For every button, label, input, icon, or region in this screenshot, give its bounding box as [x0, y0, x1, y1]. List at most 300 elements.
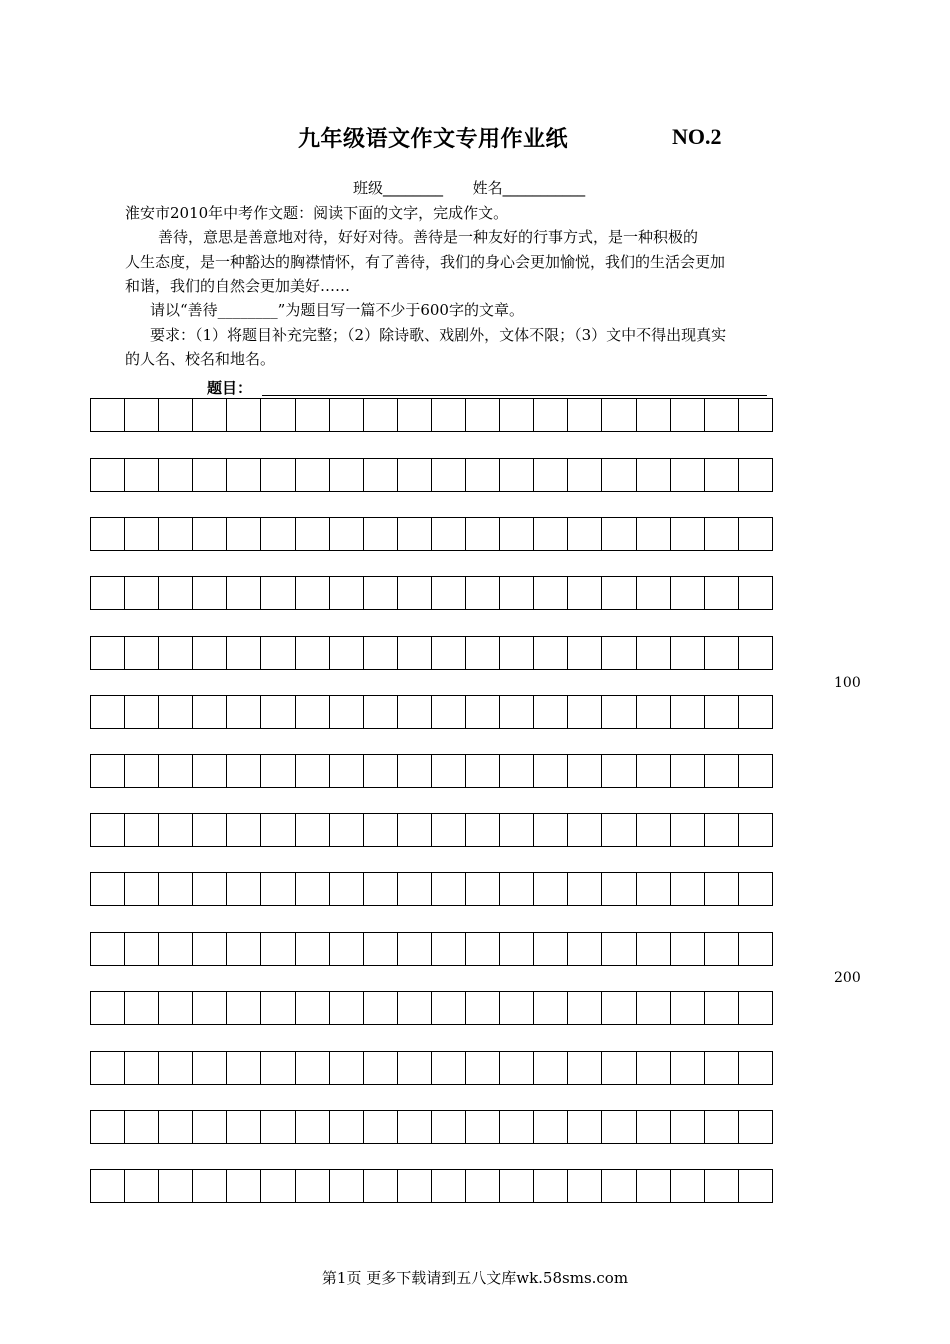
grid-cell[interactable]: [533, 1110, 568, 1144]
grid-cell[interactable]: [124, 932, 159, 966]
grid-cell[interactable]: [533, 932, 568, 966]
grid-cell[interactable]: [636, 517, 671, 551]
grid-cell[interactable]: [397, 695, 432, 729]
grid-cell[interactable]: [670, 1169, 705, 1203]
grid-cell[interactable]: [636, 872, 671, 906]
grid-cell[interactable]: [738, 636, 773, 670]
grid-cell[interactable]: [226, 1051, 261, 1085]
grid-cell[interactable]: [363, 636, 398, 670]
grid-cell[interactable]: [636, 576, 671, 610]
grid-cell[interactable]: [295, 458, 330, 492]
grid-cell[interactable]: [704, 872, 739, 906]
grid-cell[interactable]: [601, 872, 636, 906]
grid-cell[interactable]: [670, 813, 705, 847]
grid-cell[interactable]: [431, 754, 466, 788]
grid-cell[interactable]: [192, 1051, 227, 1085]
grid-cell[interactable]: [567, 872, 602, 906]
grid-cell[interactable]: [124, 517, 159, 551]
grid-cell[interactable]: [124, 872, 159, 906]
grid-cell[interactable]: [431, 695, 466, 729]
grid-cell[interactable]: [192, 636, 227, 670]
grid-cell[interactable]: [397, 1169, 432, 1203]
grid-cell[interactable]: [499, 517, 534, 551]
grid-cell[interactable]: [226, 872, 261, 906]
grid-cell[interactable]: [465, 695, 500, 729]
grid-cell[interactable]: [465, 1110, 500, 1144]
prompt-line-5: 请以“善待________”为题目写一篇不少于600字的文章。: [150, 301, 524, 319]
grid-cell[interactable]: [704, 398, 739, 432]
prompt-line-2: 善待，意思是善意地对待，好好对待。善待是一种友好的行事方式，是一种积极的: [158, 228, 699, 246]
grid-cell[interactable]: [533, 1051, 568, 1085]
grid-cell[interactable]: [465, 517, 500, 551]
grid-cell[interactable]: [90, 872, 125, 906]
grid-cell[interactable]: [636, 458, 671, 492]
grid-cell[interactable]: [295, 576, 330, 610]
grid-cell[interactable]: [124, 1110, 159, 1144]
grid-cell[interactable]: [90, 1169, 125, 1203]
grid-cell[interactable]: [738, 991, 773, 1025]
grid-cell[interactable]: [124, 1169, 159, 1203]
grid-cell[interactable]: [636, 695, 671, 729]
grid-cell[interactable]: [192, 576, 227, 610]
grid-cell[interactable]: [738, 517, 773, 551]
grid-cell[interactable]: [670, 576, 705, 610]
grid-cell[interactable]: [260, 695, 295, 729]
grid-cell[interactable]: [192, 1110, 227, 1144]
grid-cell[interactable]: [704, 517, 739, 551]
grid-cell[interactable]: [431, 813, 466, 847]
grid-cell[interactable]: [465, 1169, 500, 1203]
grid-cell[interactable]: [533, 636, 568, 670]
grid-cell[interactable]: [124, 398, 159, 432]
grid-cell[interactable]: [192, 991, 227, 1025]
grid-cell[interactable]: [738, 1110, 773, 1144]
grid-cell[interactable]: [601, 991, 636, 1025]
grid-cell[interactable]: [158, 754, 193, 788]
grid-cell[interactable]: [704, 1051, 739, 1085]
grid-cell[interactable]: [158, 636, 193, 670]
grid-cell[interactable]: [465, 398, 500, 432]
grid-cell[interactable]: [738, 1051, 773, 1085]
grid-cell[interactable]: [465, 1051, 500, 1085]
grid-cell[interactable]: [158, 398, 193, 432]
grid-cell[interactable]: [90, 932, 125, 966]
grid-cell[interactable]: [363, 1051, 398, 1085]
grid-cell[interactable]: [397, 576, 432, 610]
grid-cell[interactable]: [397, 636, 432, 670]
grid-cell[interactable]: [601, 1110, 636, 1144]
grid-cell[interactable]: [329, 398, 364, 432]
grid-cell[interactable]: [397, 754, 432, 788]
grid-cell[interactable]: [295, 398, 330, 432]
grid-cell[interactable]: [533, 1169, 568, 1203]
grid-cell[interactable]: [567, 754, 602, 788]
grid-cell[interactable]: [329, 932, 364, 966]
grid-cell[interactable]: [363, 695, 398, 729]
grid-cell[interactable]: [90, 695, 125, 729]
grid-cell[interactable]: [363, 458, 398, 492]
grid-cell[interactable]: [499, 695, 534, 729]
grid-cell[interactable]: [329, 872, 364, 906]
grid-cell[interactable]: [295, 1169, 330, 1203]
grid-cell[interactable]: [533, 991, 568, 1025]
grid-cell[interactable]: [329, 754, 364, 788]
grid-cell[interactable]: [670, 754, 705, 788]
grid-cell[interactable]: [329, 813, 364, 847]
grid-cell[interactable]: [704, 932, 739, 966]
page-footer: 第1页 更多下载请到五八文库wk.58sms.com: [321, 1269, 629, 1287]
grid-cell[interactable]: [260, 932, 295, 966]
grid-cell[interactable]: [192, 754, 227, 788]
grid-cell[interactable]: [636, 813, 671, 847]
grid-row: [90, 458, 792, 492]
prompt-line-6: 要求：（1）将题目补充完整；（2）除诗歌、戏剧外，文体不限；（3）文中不得出现真实: [150, 326, 727, 344]
grid-cell[interactable]: [260, 991, 295, 1025]
grid-cell[interactable]: [226, 1169, 261, 1203]
grid-cell[interactable]: [465, 636, 500, 670]
grid-cell[interactable]: [90, 813, 125, 847]
grid-row: [90, 398, 792, 432]
grid-cell[interactable]: [295, 695, 330, 729]
grid-cell[interactable]: [465, 576, 500, 610]
grid-cell[interactable]: [738, 872, 773, 906]
grid-cell[interactable]: [636, 1051, 671, 1085]
grid-cell[interactable]: [670, 1110, 705, 1144]
topic-input-line[interactable]: [262, 395, 767, 396]
grid-cell[interactable]: [738, 813, 773, 847]
grid-cell[interactable]: [363, 932, 398, 966]
grid-cell[interactable]: [601, 458, 636, 492]
grid-cell[interactable]: [499, 754, 534, 788]
grid-cell[interactable]: [90, 576, 125, 610]
grid-cell[interactable]: [192, 398, 227, 432]
grid-cell[interactable]: [567, 1110, 602, 1144]
grid-cell[interactable]: [260, 517, 295, 551]
grid-cell[interactable]: [704, 458, 739, 492]
grid-cell[interactable]: [260, 576, 295, 610]
grid-cell[interactable]: [158, 1110, 193, 1144]
grid-cell[interactable]: [158, 932, 193, 966]
grid-cell[interactable]: [738, 754, 773, 788]
grid-cell[interactable]: [158, 872, 193, 906]
grid-cell[interactable]: [226, 991, 261, 1025]
grid-cell[interactable]: [90, 517, 125, 551]
grid-cell[interactable]: [363, 517, 398, 551]
grid-cell[interactable]: [431, 576, 466, 610]
grid-cell[interactable]: [465, 932, 500, 966]
topic-row: [207, 377, 767, 399]
grid-cell[interactable]: [670, 932, 705, 966]
grid-cell[interactable]: [192, 517, 227, 551]
grid-cell[interactable]: [533, 754, 568, 788]
grid-cell[interactable]: [533, 813, 568, 847]
grid-cell[interactable]: [499, 813, 534, 847]
prompt-line-1: 淮安市2010年中考作文题：阅读下面的文字，完成作文。: [125, 204, 509, 222]
grid-cell[interactable]: [124, 1051, 159, 1085]
grid-cell[interactable]: [295, 1110, 330, 1144]
grid-cell[interactable]: [192, 813, 227, 847]
grid-cell[interactable]: [601, 398, 636, 432]
grid-cell[interactable]: [601, 754, 636, 788]
grid-cell[interactable]: [431, 872, 466, 906]
grid-cell[interactable]: [567, 398, 602, 432]
grid-cell[interactable]: [295, 813, 330, 847]
grid-cell[interactable]: [90, 636, 125, 670]
grid-cell[interactable]: [260, 872, 295, 906]
grid-cell[interactable]: [158, 576, 193, 610]
grid-row: [90, 1169, 792, 1203]
grid-cell[interactable]: [329, 695, 364, 729]
grid-cell[interactable]: [431, 398, 466, 432]
grid-cell[interactable]: [226, 398, 261, 432]
grid-cell[interactable]: [226, 754, 261, 788]
grid-cell[interactable]: [295, 1051, 330, 1085]
class-field[interactable]: 班级________: [353, 179, 444, 197]
grid-cell[interactable]: [363, 872, 398, 906]
grid-cell[interactable]: [431, 1110, 466, 1144]
grid-cell[interactable]: [567, 576, 602, 610]
grid-cell[interactable]: [431, 932, 466, 966]
grid-cell[interactable]: [295, 517, 330, 551]
grid-cell[interactable]: [670, 1051, 705, 1085]
grid-cell[interactable]: [329, 1051, 364, 1085]
grid-cell[interactable]: [192, 1169, 227, 1203]
grid-cell[interactable]: [738, 398, 773, 432]
grid-cell[interactable]: [636, 932, 671, 966]
word-count-marker-200: 200: [834, 970, 861, 986]
grid-cell[interactable]: [363, 991, 398, 1025]
grid-cell[interactable]: [158, 1051, 193, 1085]
grid-cell[interactable]: [329, 636, 364, 670]
grid-cell[interactable]: [567, 1051, 602, 1085]
grid-cell[interactable]: [465, 813, 500, 847]
grid-cell[interactable]: [499, 576, 534, 610]
grid-cell[interactable]: [738, 576, 773, 610]
grid-cell[interactable]: [636, 1169, 671, 1203]
grid-cell[interactable]: [397, 1051, 432, 1085]
grid-cell[interactable]: [738, 458, 773, 492]
grid-cell[interactable]: [158, 813, 193, 847]
grid-cell[interactable]: [158, 517, 193, 551]
word-count-marker-100: 100: [834, 675, 861, 691]
grid-cell[interactable]: [226, 636, 261, 670]
grid-cell[interactable]: [192, 872, 227, 906]
grid-cell[interactable]: [704, 991, 739, 1025]
grid-cell[interactable]: [124, 695, 159, 729]
grid-cell[interactable]: [124, 754, 159, 788]
grid-cell[interactable]: [295, 754, 330, 788]
grid-cell[interactable]: [397, 872, 432, 906]
grid-cell[interactable]: [567, 458, 602, 492]
grid-cell[interactable]: [124, 576, 159, 610]
grid-cell[interactable]: [192, 458, 227, 492]
grid-cell[interactable]: [90, 1110, 125, 1144]
grid-row: [90, 813, 792, 847]
grid-cell[interactable]: [124, 813, 159, 847]
grid-cell[interactable]: [90, 458, 125, 492]
grid-cell[interactable]: [533, 517, 568, 551]
grid-cell[interactable]: [329, 991, 364, 1025]
grid-cell[interactable]: [90, 754, 125, 788]
grid-cell[interactable]: [601, 1051, 636, 1085]
grid-cell[interactable]: [704, 1169, 739, 1203]
grid-cell[interactable]: [295, 932, 330, 966]
grid-cell[interactable]: [397, 1110, 432, 1144]
grid-cell[interactable]: [363, 754, 398, 788]
grid-cell[interactable]: [397, 991, 432, 1025]
grid-cell[interactable]: [670, 458, 705, 492]
grid-cell[interactable]: [397, 398, 432, 432]
grid-cell[interactable]: [431, 458, 466, 492]
grid-cell[interactable]: [670, 695, 705, 729]
grid-cell[interactable]: [363, 813, 398, 847]
grid-cell[interactable]: [704, 636, 739, 670]
grid-cell[interactable]: [670, 517, 705, 551]
grid-cell[interactable]: [670, 991, 705, 1025]
grid-row: [90, 872, 792, 906]
grid-cell[interactable]: [601, 636, 636, 670]
grid-cell[interactable]: [704, 695, 739, 729]
grid-cell[interactable]: [499, 872, 534, 906]
grid-cell[interactable]: [124, 636, 159, 670]
grid-cell[interactable]: [601, 813, 636, 847]
grid-cell[interactable]: [90, 991, 125, 1025]
name-field[interactable]: 姓名___________: [472, 179, 586, 197]
grid-cell[interactable]: [431, 1169, 466, 1203]
grid-cell[interactable]: [226, 517, 261, 551]
grid-cell[interactable]: [533, 398, 568, 432]
grid-cell[interactable]: [158, 991, 193, 1025]
grid-cell[interactable]: [431, 517, 466, 551]
grid-cell[interactable]: [329, 458, 364, 492]
grid-cell[interactable]: [158, 458, 193, 492]
grid-cell[interactable]: [670, 872, 705, 906]
grid-cell[interactable]: [567, 636, 602, 670]
grid-cell[interactable]: [738, 695, 773, 729]
grid-cell[interactable]: [499, 991, 534, 1025]
grid-cell[interactable]: [192, 932, 227, 966]
grid-cell[interactable]: [226, 932, 261, 966]
grid-cell[interactable]: [260, 813, 295, 847]
grid-cell[interactable]: [636, 1110, 671, 1144]
grid-cell[interactable]: [533, 576, 568, 610]
grid-cell[interactable]: [363, 1110, 398, 1144]
grid-cell[interactable]: [601, 1169, 636, 1203]
grid-cell[interactable]: [567, 1169, 602, 1203]
grid-cell[interactable]: [465, 458, 500, 492]
grid-cell[interactable]: [226, 695, 261, 729]
grid-cell[interactable]: [260, 398, 295, 432]
grid-cell[interactable]: [567, 695, 602, 729]
grid-cell[interactable]: [465, 872, 500, 906]
grid-cell[interactable]: [260, 636, 295, 670]
grid-cell[interactable]: [260, 1051, 295, 1085]
grid-cell[interactable]: [533, 458, 568, 492]
grid-cell[interactable]: [192, 695, 227, 729]
grid-cell[interactable]: [158, 695, 193, 729]
grid-cell[interactable]: [329, 517, 364, 551]
grid-cell[interactable]: [601, 517, 636, 551]
grid-cell[interactable]: [397, 813, 432, 847]
grid-cell[interactable]: [226, 576, 261, 610]
grid-cell[interactable]: [533, 872, 568, 906]
prompt-line-3: 人生态度，是一种豁达的胸襟情怀，有了善待，我们的身心会更加愉悦，我们的生活会更加: [125, 253, 726, 271]
grid-cell[interactable]: [397, 932, 432, 966]
grid-cell[interactable]: [431, 991, 466, 1025]
grid-cell[interactable]: [90, 398, 125, 432]
grid-cell[interactable]: [465, 754, 500, 788]
grid-cell[interactable]: [704, 576, 739, 610]
grid-cell[interactable]: [670, 636, 705, 670]
grid-cell[interactable]: [567, 813, 602, 847]
grid-cell[interactable]: [636, 754, 671, 788]
grid-cell[interactable]: [704, 754, 739, 788]
grid-cell[interactable]: [738, 932, 773, 966]
grid-cell[interactable]: [158, 1169, 193, 1203]
grid-cell[interactable]: [499, 458, 534, 492]
grid-cell[interactable]: [260, 458, 295, 492]
grid-cell[interactable]: [363, 576, 398, 610]
grid-cell[interactable]: [533, 695, 568, 729]
grid-cell[interactable]: [260, 1110, 295, 1144]
grid-cell[interactable]: [704, 1110, 739, 1144]
grid-cell[interactable]: [601, 576, 636, 610]
grid-cell[interactable]: [738, 1169, 773, 1203]
grid-cell[interactable]: [295, 872, 330, 906]
grid-cell[interactable]: [499, 636, 534, 670]
grid-cell[interactable]: [704, 813, 739, 847]
prompt-line-4: 和谐，我们的自然会更加美好……: [125, 277, 351, 295]
grid-cell[interactable]: [499, 1051, 534, 1085]
grid-cell[interactable]: [363, 1169, 398, 1203]
grid-cell[interactable]: [90, 1051, 125, 1085]
grid-cell[interactable]: [226, 813, 261, 847]
grid-cell[interactable]: [124, 458, 159, 492]
grid-cell[interactable]: [329, 576, 364, 610]
grid-cell[interactable]: [124, 991, 159, 1025]
grid-cell[interactable]: [499, 932, 534, 966]
grid-cell[interactable]: [601, 932, 636, 966]
grid-cell[interactable]: [397, 458, 432, 492]
grid-cell[interactable]: [499, 398, 534, 432]
grid-cell[interactable]: [636, 991, 671, 1025]
grid-cell[interactable]: [601, 695, 636, 729]
grid-cell[interactable]: [260, 754, 295, 788]
grid-cell[interactable]: [636, 636, 671, 670]
grid-cell[interactable]: [465, 991, 500, 1025]
grid-cell[interactable]: [567, 932, 602, 966]
grid-cell[interactable]: [567, 517, 602, 551]
grid-cell[interactable]: [431, 1051, 466, 1085]
grid-cell[interactable]: [260, 1169, 295, 1203]
grid-cell[interactable]: [329, 1169, 364, 1203]
grid-row: [90, 517, 792, 551]
grid-cell[interactable]: [670, 398, 705, 432]
grid-cell[interactable]: [567, 991, 602, 1025]
grid-row: [90, 636, 792, 670]
grid-cell[interactable]: [499, 1110, 534, 1144]
grid-cell[interactable]: [226, 1110, 261, 1144]
grid-cell[interactable]: [363, 398, 398, 432]
grid-cell[interactable]: [397, 517, 432, 551]
grid-cell[interactable]: [329, 1110, 364, 1144]
grid-cell[interactable]: [431, 636, 466, 670]
grid-cell[interactable]: [636, 398, 671, 432]
grid-cell[interactable]: [226, 458, 261, 492]
grid-cell[interactable]: [295, 991, 330, 1025]
grid-cell[interactable]: [499, 1169, 534, 1203]
grid-cell[interactable]: [295, 636, 330, 670]
